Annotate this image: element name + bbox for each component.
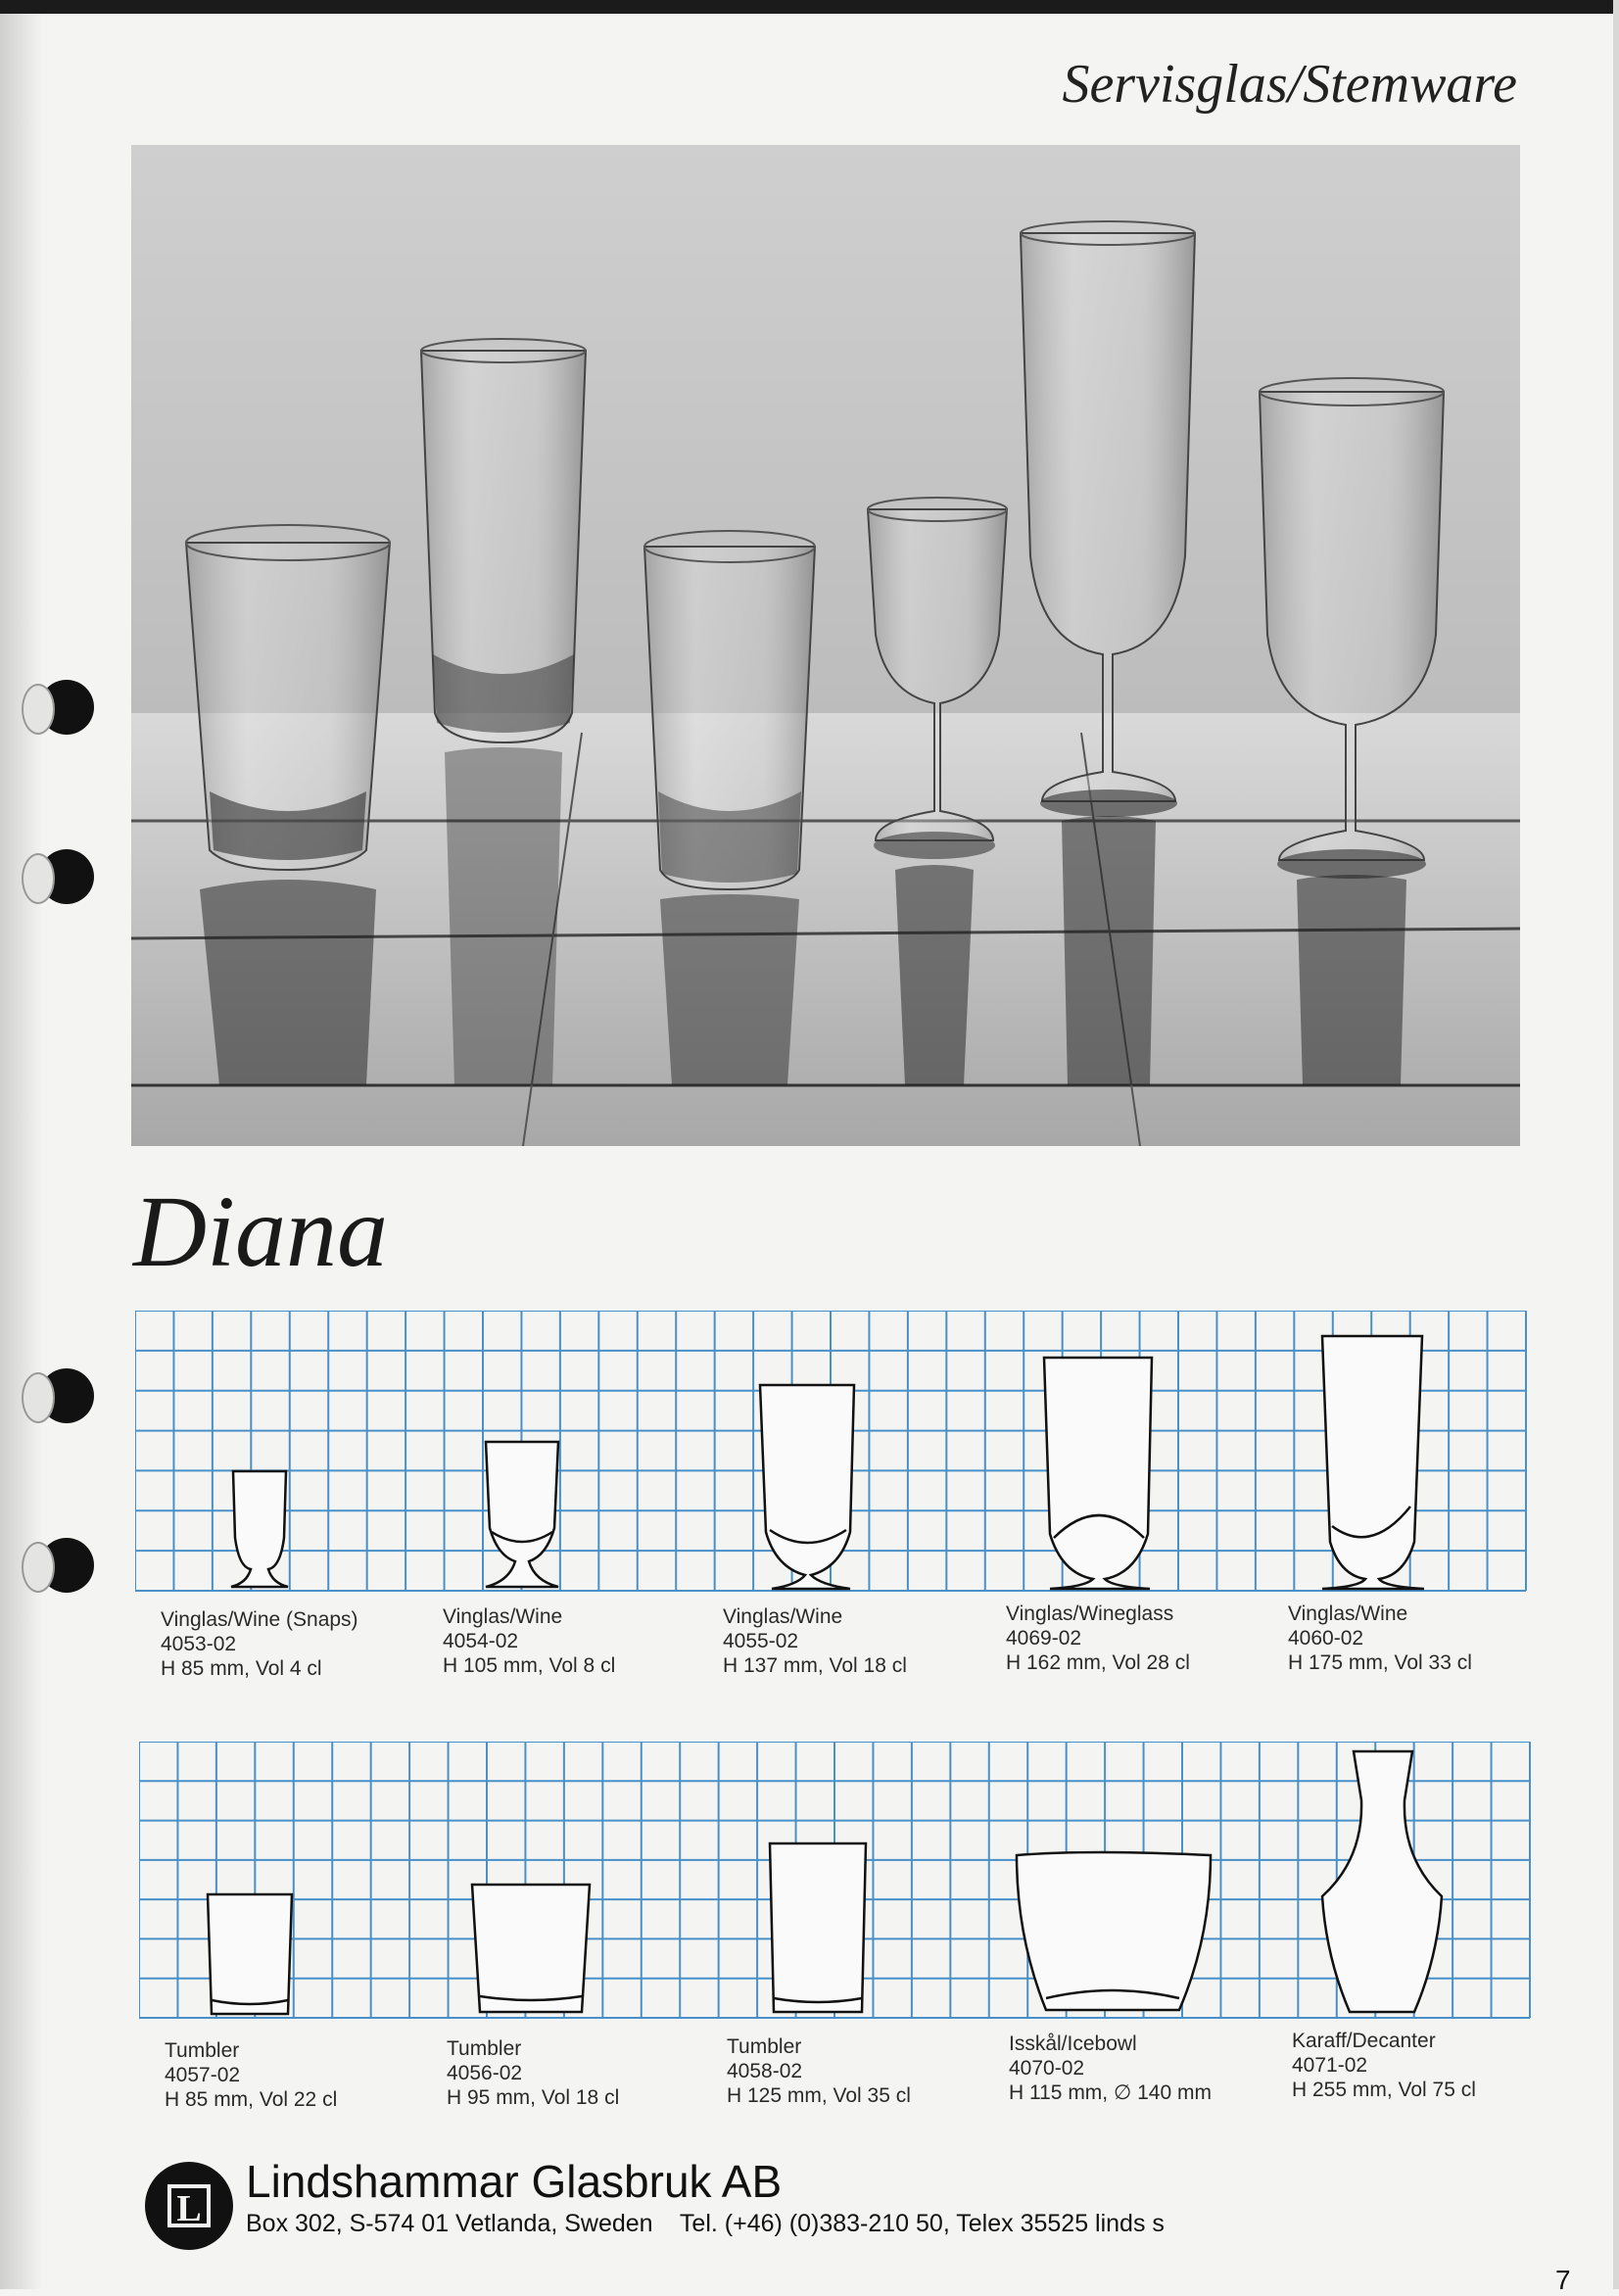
product-caption bbox=[723, 1604, 907, 1678]
product-code: 4070-02 bbox=[1009, 2057, 1085, 2080]
product-caption bbox=[443, 1604, 615, 1678]
product-name: Vinglas/Wine bbox=[723, 1605, 843, 1628]
binder-hole bbox=[39, 1368, 94, 1423]
product-code: 4069-02 bbox=[1006, 1627, 1082, 1650]
product-code: 4057-02 bbox=[165, 2064, 241, 2086]
product-code: 4053-02 bbox=[161, 1633, 237, 1655]
product-caption bbox=[727, 2034, 911, 2108]
product-name: Tumbler bbox=[447, 2037, 522, 2060]
binder-hole bbox=[39, 1538, 94, 1593]
product-spec: H 255 mm, Vol 75 cl bbox=[1292, 2079, 1476, 2101]
product-caption bbox=[1006, 1602, 1190, 1675]
product-spec: H 85 mm, Vol 4 cl bbox=[161, 1657, 322, 1680]
product-name: Tumbler bbox=[165, 2039, 240, 2062]
product-caption bbox=[1009, 2032, 1212, 2105]
binder-hole bbox=[39, 849, 94, 904]
product-spec: H 175 mm, Vol 33 cl bbox=[1288, 1651, 1472, 1674]
product-caption bbox=[1288, 1602, 1472, 1675]
company-address: Box 302, S-574 01 Vetlanda, Sweden Tel. (+46) (0)383-210 50, Telex 35525 linds s bbox=[246, 2210, 1165, 2237]
product-name: Tumbler bbox=[727, 2035, 802, 2058]
running-head: Servisglas/Stemware bbox=[1062, 54, 1517, 115]
product-name: Isskål/Icebowl bbox=[1009, 2033, 1137, 2055]
glassware-photo-illustration bbox=[131, 145, 1520, 1146]
scan-top-edge bbox=[0, 0, 1619, 14]
product-name: Vinglas/Wine bbox=[443, 1605, 563, 1628]
product-code: 4055-02 bbox=[723, 1630, 799, 1652]
scan-right-edge bbox=[1613, 0, 1619, 2289]
company-logo bbox=[145, 2162, 233, 2250]
product-name: Vinglas/Wineglass bbox=[1006, 1602, 1174, 1625]
product-code: 4060-02 bbox=[1288, 1627, 1364, 1650]
product-caption bbox=[161, 1607, 358, 1681]
tumbler-outline-drawing bbox=[139, 1742, 1532, 2020]
stemware-outline-drawing bbox=[135, 1311, 1528, 1593]
series-title: Diana bbox=[133, 1175, 388, 1288]
product-code: 4054-02 bbox=[443, 1630, 519, 1652]
product-caption bbox=[1292, 2029, 1476, 2102]
product-name: Karaff/Decanter bbox=[1292, 2030, 1436, 2052]
product-spec: H 137 mm, Vol 18 cl bbox=[723, 1654, 907, 1677]
product-spec: H 115 mm, ∅ 140 mm bbox=[1009, 2081, 1212, 2104]
product-spec: H 85 mm, Vol 22 cl bbox=[165, 2088, 338, 2111]
product-spec: H 125 mm, Vol 35 cl bbox=[727, 2084, 911, 2107]
product-spec: H 95 mm, Vol 18 cl bbox=[447, 2086, 620, 2109]
page-binding-edge bbox=[0, 0, 43, 2289]
product-code: 4071-02 bbox=[1292, 2054, 1368, 2077]
company-name: Lindshammar Glasbruk AB bbox=[246, 2156, 783, 2207]
product-photo bbox=[131, 145, 1520, 1146]
product-code: 4058-02 bbox=[727, 2060, 803, 2082]
product-name: Vinglas/Wine bbox=[1288, 1602, 1408, 1625]
product-spec: H 105 mm, Vol 8 cl bbox=[443, 1654, 616, 1677]
binder-hole bbox=[39, 680, 94, 735]
page-number: 7 bbox=[1555, 2265, 1571, 2295]
product-caption bbox=[165, 2038, 337, 2112]
product-name: Vinglas/Wine (Snaps) bbox=[161, 1608, 358, 1631]
svg-text:L: L bbox=[176, 2188, 202, 2229]
stemware-outline-grid bbox=[135, 1311, 1528, 1593]
product-code: 4056-02 bbox=[447, 2062, 523, 2084]
company-logo-mark bbox=[160, 2176, 218, 2235]
tumbler-outline-grid bbox=[139, 1742, 1532, 2020]
product-spec: H 162 mm, Vol 28 cl bbox=[1006, 1651, 1190, 1674]
product-caption bbox=[447, 2036, 619, 2110]
